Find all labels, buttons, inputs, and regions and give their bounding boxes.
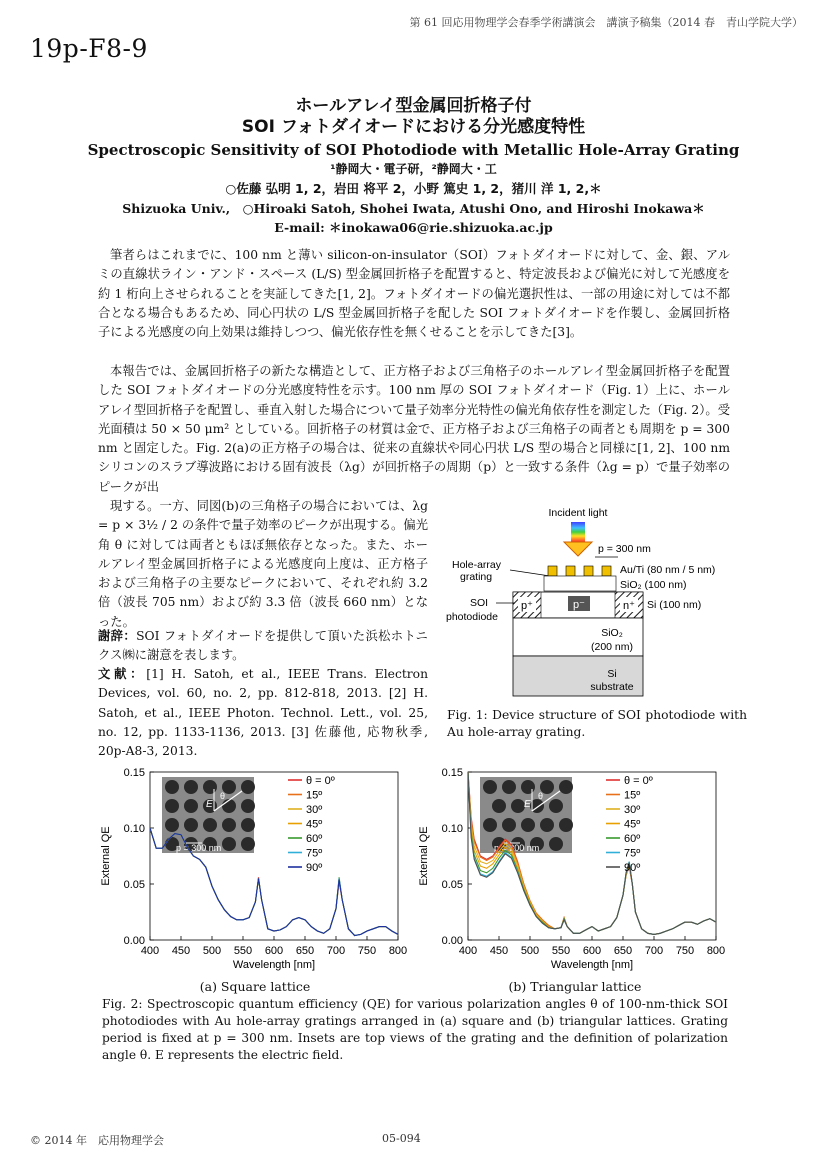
inset-hole <box>549 837 563 851</box>
inset-hole <box>511 799 525 813</box>
fig1-device-structure <box>440 500 740 705</box>
inset-hole <box>492 799 506 813</box>
fig1-sub-l1: Si <box>607 668 617 680</box>
x-tick-label: 400 <box>140 945 160 957</box>
legend-label-3: 45º <box>306 818 323 831</box>
inset-hole <box>483 818 497 832</box>
legend-label-4: 60º <box>306 833 323 845</box>
inset-hole <box>241 799 255 813</box>
inset-hole <box>184 780 198 794</box>
legend-label-2: 30º <box>624 804 641 816</box>
footer-page: 05-094 <box>382 1132 421 1145</box>
fig2b-chart <box>413 760 733 992</box>
y-tick-label: 0.15 <box>123 767 145 779</box>
inset-hole <box>222 818 236 832</box>
legend-label-1: 15º <box>306 789 323 802</box>
title-ja-line2: SOI フォトダイオードにおける分光感度特性 <box>241 117 586 137</box>
inset-hole <box>203 780 217 794</box>
x-axis-label: Wavelength [nm] <box>232 959 316 971</box>
x-tick-label: 500 <box>202 945 222 957</box>
fig1-sio2-top-label: SiO₂ (100 nm) <box>620 579 687 591</box>
fig1-sub-l2: substrate <box>590 681 634 693</box>
inset-theta-label: θ <box>220 791 226 801</box>
legend-label-6: 90º <box>624 862 641 874</box>
references <box>98 665 428 761</box>
y-tick-label: 0.00 <box>441 935 463 947</box>
x-tick-label: 450 <box>171 945 191 957</box>
y-tick-label: 0.15 <box>441 767 463 779</box>
fig1-hole-array-l2: grating <box>460 571 493 583</box>
authors-en: Shizuoka Univ., ○Hiroaki Satoh, Shohei Iwata, Atushi Ono, and Hiroshi Inokawa＊ <box>122 201 705 216</box>
fig1-si-label: Si (100 nm) <box>647 599 702 611</box>
legend-label-3: 45º <box>624 818 641 831</box>
fig1-box-l1: SiO₂ <box>601 627 623 639</box>
hole-array-leader <box>510 570 550 576</box>
x-tick-label: 650 <box>295 945 315 957</box>
fig1-p-minus: p⁻ <box>573 599 585 611</box>
legend-label-5: 75º <box>306 847 323 860</box>
x-tick-label: 550 <box>551 945 571 957</box>
title-ja <box>0 96 827 138</box>
title-en: Spectroscopic Sensitivity of SOI Photodiode with Metallic Hole-Array Grating <box>87 141 740 159</box>
x-tick-label: 700 <box>644 945 664 957</box>
legend-label-6: 90º <box>306 862 323 874</box>
inset-hole <box>165 780 179 794</box>
affiliation: ¹静岡大・電子研，²静岡大・工 <box>330 162 497 176</box>
inset-hole <box>203 818 217 832</box>
fig2b-label: (b) Triangular lattice <box>508 979 642 994</box>
ack-text: SOI フォトダイオードを提供して頂いた浜松ホトニクス㈱に謝意を表します。 <box>98 629 428 663</box>
x-tick-label: 700 <box>326 945 346 957</box>
inset-hole <box>559 780 573 794</box>
fig1-box-l2: (200 nm) <box>590 641 634 653</box>
legend-label-0: θ = 0º <box>306 775 335 787</box>
inset-e-label: E <box>206 799 213 810</box>
inset-hole <box>483 780 497 794</box>
legend-label-5: 75º <box>624 847 641 860</box>
x-tick-label: 400 <box>458 945 478 957</box>
inset-hole <box>184 799 198 813</box>
fig1-auti-label: Au/Ti (80 nm / 5 nm) <box>620 564 716 576</box>
ref-heading: 文献： <box>98 667 147 681</box>
fig1-soi-l2: photodiode <box>446 611 498 623</box>
inset-hole <box>549 799 563 813</box>
x-tick-label: 600 <box>582 945 602 957</box>
inset-hole <box>165 818 179 832</box>
legend-label-1: 15º <box>624 789 641 802</box>
inset-hole <box>241 837 255 851</box>
x-tick-label: 750 <box>675 945 695 957</box>
acknowledgement <box>98 627 428 666</box>
incident-arrow-shaft <box>571 522 585 542</box>
x-tick-label: 550 <box>233 945 253 957</box>
x-tick-label: 650 <box>613 945 633 957</box>
conference-header: 第 61 回応用物理学会春季学術講演会 講演予稿集（2014 春 青山学院大学） <box>409 16 803 29</box>
inset-period-label: p = 300 nm <box>494 843 540 853</box>
x-tick-label: 500 <box>520 945 540 957</box>
y-axis-label: External QE <box>418 826 430 886</box>
inset-hole <box>521 780 535 794</box>
inset-hole <box>222 799 236 813</box>
paragraph-3: 現する。一方、同図(b)の三角格子の場合においては、λg = p × 3½ / 2 の条件で量子効率のピークが出現する。偏光角 θ に対しては両者ともほぼ無依存となった。また、ホールアレイ型金属回折格子による光感度向上度は、正方格子および三角格子の主要なピークにおいて、それぞれ約 3.2 倍（波長 705 nm）および約 3.3 倍（波長 660 nm）となった。 <box>98 499 428 629</box>
inset-period-label: p = 300 nm <box>176 843 222 853</box>
inset-hole <box>521 818 535 832</box>
x-tick-label: 450 <box>489 945 509 957</box>
inset-hole <box>241 780 255 794</box>
inset-hole <box>559 818 573 832</box>
legend-label-2: 30º <box>306 804 323 816</box>
fig1-soi-l1: SOI <box>470 597 489 609</box>
fig1-p-plus: p⁺ <box>521 600 533 612</box>
fig2-caption: Fig. 2: Spectroscopic quantum efficiency (QE) for various polarization angles θ of 100-nm-thick SOI photodiodes with Au hole-array gratings arranged in (a) square and (b) triangular lattices. Grating period is fixed at p = 300 nm. Insets are top views of the grating and the definition of polarization angle θ. E represents the electric field. <box>102 997 728 1062</box>
legend-label-4: 60º <box>624 833 641 845</box>
ref-text: [1] H. Satoh, et al., IEEE Trans. Electron Devices, vol. 60, no. 2, pp. 812-818, 2013. [2] H. Satoh, et al., IEEE Photon. Technol. Lett., vol. 25, no. 12, pp. 1133-1136, 2013. [3] 佐藤他, 応物秋季, 20p-A8-3, 2013. <box>98 667 428 759</box>
incident-arrow-head <box>564 542 592 556</box>
footer-copyright: © 2014 年 応用物理学会 <box>30 1134 164 1147</box>
y-tick-label: 0.10 <box>123 823 145 835</box>
ack-heading: 謝辞： <box>98 629 137 643</box>
paragraph-1: 筆者らはこれまでに、100 nm と薄い silicon-on-insulator（SOI）フォトダイオードに対して、金、銀、アルミの直線状ライン・アンド・スペース (L/S) 型金属回折格子を配置すると、特定波長および偏光に対して光感度を約 1 桁向上させられることを実証してきた[1, 2]。フォトダイオードの偏光選択性は、一部の用途に対しては不都合となる場合もあるため、同心円状の L/S 型金属回折格子を配した SOI フォトダイオードを作製し、金属回折格子による光感度の向上効果は維持しつつ、偏光依存性を無くせることを示してきた[3]。 <box>98 248 730 340</box>
inset-hole <box>184 818 198 832</box>
authors-ja: ○佐藤 弘明 1, 2，岩田 将平 2，小野 篤史 1, 2，猪川 洋 1, 2,＊ <box>225 181 602 196</box>
fig2a-chart <box>95 760 415 992</box>
y-tick-label: 0.00 <box>123 935 145 947</box>
inset-hole <box>222 837 236 851</box>
inset-e-label: E <box>524 799 531 810</box>
inset-hole <box>502 818 516 832</box>
sio2-cap-layer <box>544 576 616 591</box>
x-axis-label: Wavelength [nm] <box>550 959 634 971</box>
inset-hole <box>241 818 255 832</box>
y-axis-label: External QE <box>100 826 112 886</box>
x-tick-label: 800 <box>388 945 408 957</box>
x-tick-label: 600 <box>264 945 284 957</box>
legend-label-0: θ = 0º <box>624 775 653 787</box>
fig1-period-label: p = 300 nm <box>598 543 651 555</box>
title-ja-line1: ホールアレイ型金属回折格子付 <box>295 96 532 116</box>
fig1-n-plus: n⁺ <box>623 600 635 612</box>
x-tick-label: 750 <box>357 945 377 957</box>
paper-code: 19p-F8-9 <box>30 34 148 63</box>
y-tick-label: 0.05 <box>123 879 145 891</box>
paragraph-2: 本報告では、金属回折格子の新たな構造として、正方格子および三角格子のホールアレイ型金属回折格子を配置した SOI フォトダイオードの分光感度特性を示す。100 nm 厚の SOI フォトダイオード（Fig. 1）上に、ホールアレイ型回折格子を配置し、垂直入射した場合について量子効率分光特性の偏光角依存性を測定した（Fig. 2）。受光面積は 50 × 50 μm² としている。回折格子の材質は金で、正方格子および三角格子の両者とも周期を p = 300 nm と固定した。Fig. 2(a)の正方格子の場合は、従来の直線状や同心円状 L/S 型の場合と同様に[1, 2]、100 nm シリコンのスラブ導波路における固有波長（λg）が回折格子の周期（p）と一致する条件（λg = p）で量子効率のピークが出 <box>98 364 730 494</box>
inset-theta-label: θ <box>538 791 544 801</box>
email: E-mail: ＊inokawa06@rie.shizuoka.ac.jp <box>274 220 553 235</box>
fig1-caption: Fig. 1: Device structure of SOI photodiode with Au hole-array grating. <box>447 708 747 739</box>
fig1-hole-array-l1: Hole-array <box>452 559 502 571</box>
au-grating <box>548 566 611 576</box>
inset-hole <box>502 780 516 794</box>
fig1-incident-label: Incident light <box>548 507 608 519</box>
y-tick-label: 0.10 <box>441 823 463 835</box>
inset-hole <box>165 799 179 813</box>
fig2a-label: (a) Square lattice <box>199 979 311 994</box>
inset-hole <box>540 818 554 832</box>
y-tick-label: 0.05 <box>441 879 463 891</box>
x-tick-label: 800 <box>706 945 726 957</box>
